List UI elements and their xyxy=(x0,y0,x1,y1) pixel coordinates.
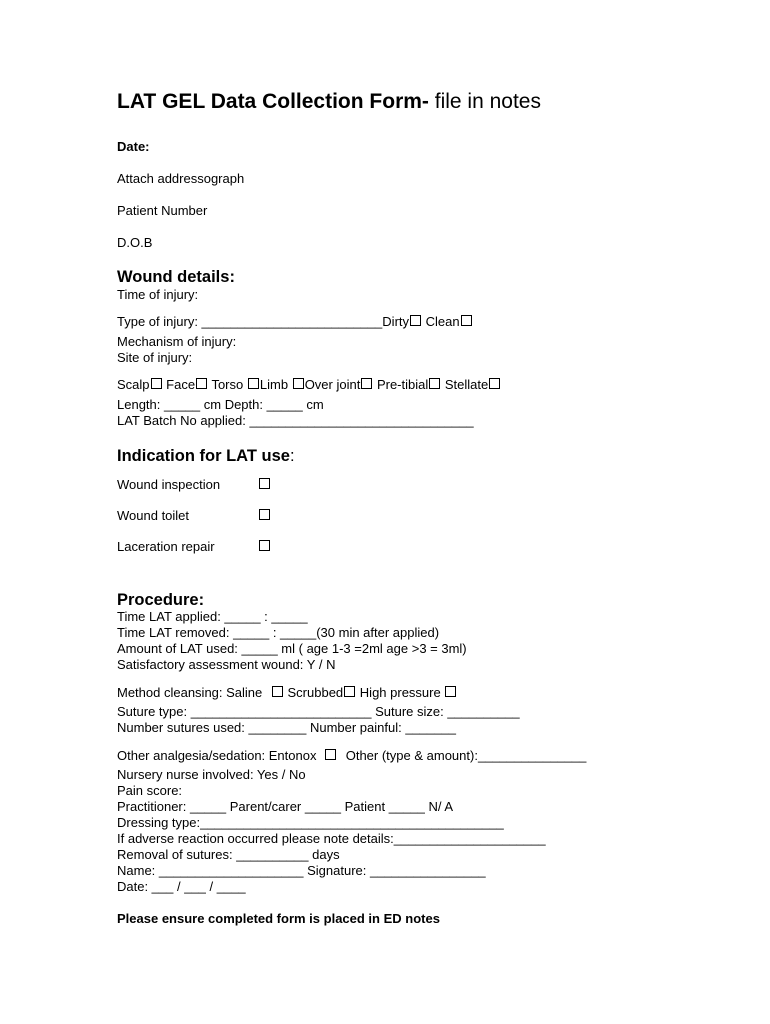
face-label: Face xyxy=(166,377,196,392)
scalp-label: Scalp xyxy=(117,377,150,392)
analgesia-label: Other analgesia/sedation: Entonox xyxy=(117,748,317,763)
wound-toilet-label: Wound toilet xyxy=(117,508,190,523)
type-of-injury-row xyxy=(117,314,473,330)
procedure-date-field[interactable]: Date: ___ / ___ / ____ xyxy=(117,879,246,894)
mechanism-label: Mechanism of injury: xyxy=(117,334,237,349)
pain-score-field[interactable]: Pain score: xyxy=(117,783,183,798)
dirty-checkbox[interactable] xyxy=(410,315,421,326)
dirty-label: Dirty xyxy=(382,314,410,329)
wound-details-heading: Wound details: xyxy=(117,268,235,286)
analgesia-other-field[interactable]: Other (type & amount):_______________ xyxy=(345,748,587,763)
indication-heading: Indication for LAT use: xyxy=(117,447,295,465)
torso-checkbox[interactable] xyxy=(248,378,259,389)
nursery-nurse-field[interactable]: Nursery nurse involved: Yes / No xyxy=(117,767,306,782)
scalp-checkbox[interactable] xyxy=(151,378,162,389)
face-checkbox[interactable] xyxy=(196,378,207,389)
cleansing-label: Method cleansing: Saline xyxy=(117,685,263,700)
adverse-reaction-field[interactable]: If adverse reaction occurred please note details:_____________________ xyxy=(117,831,546,846)
suture-removal-field[interactable]: Removal of sutures: __________ days xyxy=(117,847,340,862)
type-of-injury-field[interactable]: Type of injury: _________________________ xyxy=(117,314,383,329)
suture-type-field[interactable]: Suture type: _________________________ Suture size: __________ xyxy=(117,704,520,719)
footer-note: Please ensure completed form is placed in ED notes xyxy=(117,911,440,926)
high-pressure-label: High pressure xyxy=(359,685,441,700)
entonox-checkbox[interactable] xyxy=(325,749,336,760)
wound-inspection-label: Wound inspection xyxy=(117,477,221,492)
stellate-label: Stellate xyxy=(444,377,489,392)
site-options-row xyxy=(117,377,501,393)
batch-number-field[interactable]: LAT Batch No applied: _______________________________ xyxy=(117,413,474,428)
saline-checkbox[interactable] xyxy=(272,686,283,697)
pre-tibial-label: Pre-tibial xyxy=(376,377,429,392)
torso-label: Torso xyxy=(211,377,244,392)
form-title-rest: file in notes xyxy=(428,90,541,113)
clean-checkbox[interactable] xyxy=(461,315,472,326)
dressing-type-field[interactable]: Dressing type:__________________________________________ xyxy=(117,815,504,830)
wound-inspection-checkbox[interactable] xyxy=(259,478,270,489)
over-joint-checkbox[interactable] xyxy=(361,378,372,389)
patient-number-label: Patient Number xyxy=(117,203,208,218)
cleansing-row xyxy=(117,685,457,701)
procedure-heading: Procedure: xyxy=(117,591,205,609)
date-label: Date: xyxy=(117,139,150,154)
addressograph-label: Attach addressograph xyxy=(117,171,245,186)
limb-checkbox[interactable] xyxy=(293,378,304,389)
time-applied-field[interactable]: Time LAT applied: _____ : _____ xyxy=(117,609,308,624)
wound-toilet-checkbox[interactable] xyxy=(259,509,270,520)
length-depth-field[interactable]: Length: _____ cm Depth: _____ cm xyxy=(117,397,324,412)
analgesia-row xyxy=(117,748,586,764)
time-of-injury-label: Time of injury: xyxy=(117,287,199,302)
dob-label: D.O.B xyxy=(117,235,153,250)
over-joint-label: Over joint xyxy=(304,377,361,392)
time-removed-field[interactable]: Time LAT removed: _____ : _____(30 min after applied) xyxy=(117,625,440,640)
assessment-field[interactable]: Satisfactory assessment wound: Y / N xyxy=(117,657,336,672)
site-label: Site of injury: xyxy=(117,350,193,365)
scrubbed-checkbox[interactable] xyxy=(344,686,355,697)
limb-label: Limb xyxy=(259,377,289,392)
number-sutures-field[interactable]: Number sutures used: ________ Number painful: _______ xyxy=(117,720,456,735)
high-pressure-checkbox[interactable] xyxy=(445,686,456,697)
form-title xyxy=(117,89,541,115)
name-signature-field[interactable]: Name: ____________________ Signature: ________________ xyxy=(117,863,486,878)
practitioner-field[interactable]: Practitioner: _____ Parent/carer _____ Patient _____ N/ A xyxy=(117,799,454,814)
scrubbed-label: Scrubbed xyxy=(287,685,344,700)
pre-tibial-checkbox[interactable] xyxy=(429,378,440,389)
laceration-repair-label: Laceration repair xyxy=(117,539,215,554)
clean-label: Clean xyxy=(425,314,460,329)
form-title-bold: LAT GEL Data Collection Form- xyxy=(117,90,429,113)
amount-used-field[interactable]: Amount of LAT used: _____ ml ( age 1-3 =2ml age >3 = 3ml) xyxy=(117,641,467,656)
laceration-repair-checkbox[interactable] xyxy=(259,540,270,551)
stellate-checkbox[interactable] xyxy=(489,378,500,389)
